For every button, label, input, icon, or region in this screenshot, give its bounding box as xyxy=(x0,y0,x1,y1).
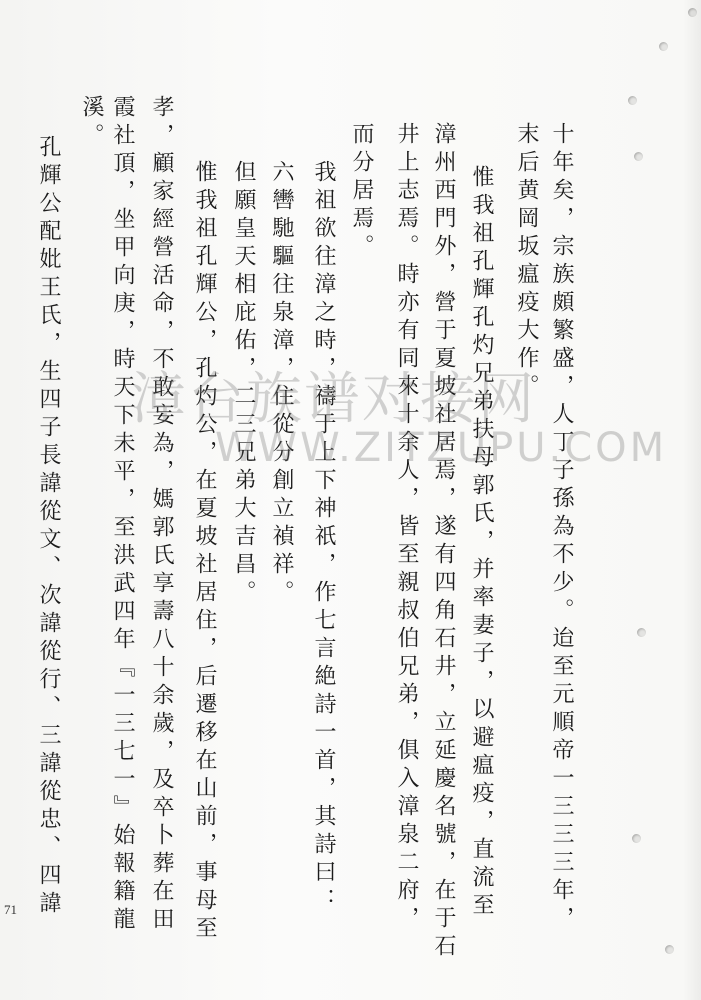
text-column-11: 孝，顧家經營活命，不敢妄為，媽郭氏享壽八十余歲，及卒卜葬在田 xyxy=(149,95,174,935)
binding-hole xyxy=(632,834,641,843)
binding-hole xyxy=(628,96,637,105)
text-column-10: 惟我祖孔輝公，孔灼公，在夏坡社居住，后遷移在山前，事母至 xyxy=(192,160,217,944)
text-column-13: 溪。 xyxy=(79,95,104,151)
watermark-url: WWW.ZITZUPU.COM xyxy=(215,425,668,471)
binding-hole xyxy=(659,42,668,51)
text-column-1: 十年矣，宗族頗繁盛，人丁子孫為不少。迨至元順帝一三三三年， xyxy=(549,122,574,934)
text-column-6: 而分居焉。 xyxy=(349,122,374,262)
text-column-7: 我祖欲往漳之時，禱于上下神祇，作七言絶詩一首，其詩曰： xyxy=(311,160,336,916)
text-column-14: 孔輝公配妣王氏，生四子長諱從文、次諱從行、三諱從忠、四諱 xyxy=(36,135,61,919)
text-column-8: 六轡馳驅往泉漳，住從分創立禎祥。 xyxy=(269,160,294,608)
binding-hole xyxy=(637,628,646,637)
text-column-5: 井上志焉。時亦有同來十余人，皆至親叔伯兄弟，俱入漳泉二府， xyxy=(394,122,419,934)
text-column-3: 惟我祖孔輝孔灼兄弟扶母郭氏，并率妻子，以避瘟疫，直流至 xyxy=(469,165,494,921)
text-column-9: 但願皇天相庇佑，二三兄弟大吉昌。 xyxy=(231,160,256,608)
binding-hole xyxy=(634,152,643,161)
binding-hole xyxy=(665,945,674,954)
text-column-2: 末后黄岡坂瘟疫大作。 xyxy=(514,122,539,402)
text-column-12: 霞社頂，坐甲向庚，時天下未平，至洪武四年『一三七一』始報籍龍 xyxy=(110,95,135,935)
page-edge-shadow xyxy=(683,0,701,1000)
watermark-text: 漳台族谱对接网 xyxy=(130,367,536,432)
text-column-4: 漳州西門外，營于夏坡社居焉，遂有四角石井，立延慶名號，在于石 xyxy=(431,122,456,962)
page-number: 71 xyxy=(4,902,17,917)
